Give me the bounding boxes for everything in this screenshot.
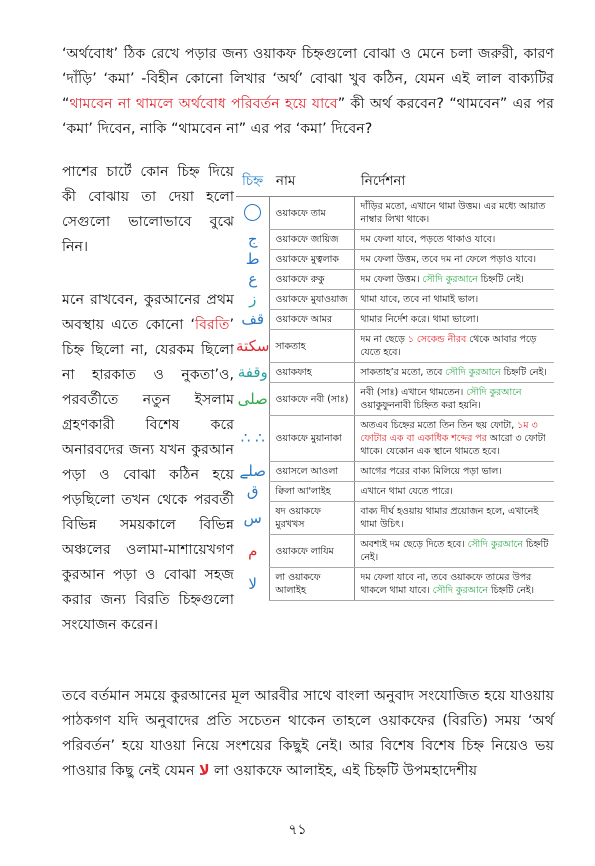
waqf-name: ওয়াকফে মুযাওয়াজ: [270, 290, 355, 310]
instruction-green: সৌদি কুরআনে: [467, 539, 523, 550]
waqf-instruction: [355, 270, 554, 290]
waqf-symbol-icon: صلى: [237, 389, 268, 408]
instruction-a: দম ফেলা উত্তম, তবে দম না ফেলে পড়াও যাবে।: [360, 254, 536, 265]
waqf-symbol-icon: صلے: [239, 462, 266, 480]
closing-paragraph: [62, 684, 554, 784]
waqf-instruction: [355, 462, 554, 482]
instruction-c: চিহ্নটি নেই।: [500, 367, 547, 378]
waqf-name: ওয়াকফে আমর: [270, 310, 355, 330]
waqf-symbol-icon: قف: [241, 310, 265, 328]
waqf-symbol-icon: س: [243, 508, 262, 527]
waqf-name: ওয়াসলে আওলা: [270, 462, 355, 482]
instruction-red: ১ সেকেন্ড নীরব: [407, 334, 467, 345]
table-row: [236, 535, 554, 568]
waqf-symbol-icon: م: [248, 541, 258, 560]
waqf-symbol-icon: ∴ ∴: [240, 429, 265, 447]
table-row: [236, 363, 554, 383]
table-row: [236, 290, 554, 310]
ayah-circle-icon: [244, 204, 261, 221]
history-highlight: বিরতি: [195, 317, 230, 333]
table-row: [236, 462, 554, 482]
waqf-symbol-icon: ز: [249, 290, 257, 308]
instruction-a: সাকতাহ’র মতো, তবে: [360, 367, 446, 378]
instruction-b: আরো ৩ ফোটা থাকে। যেকোন এক স্থানে থামতে হবে।: [360, 433, 546, 457]
waqf-symbol-table: [236, 166, 554, 601]
instruction-green: সৌদি কুরআনে: [445, 367, 501, 378]
waqf-name: ওয়াকফে লাযিম: [270, 535, 355, 568]
waqf-name: ওয়াকফে রুকু: [270, 270, 355, 290]
waqf-instruction: [355, 482, 554, 502]
waqf-name: ওয়াকফে মুত্বলাক: [270, 250, 355, 270]
instruction-a: বাক্য দীর্ঘ হওয়ায় থামার প্রয়োজন হলে, এখানেই থামা উচিৎ।: [360, 506, 539, 530]
waqf-instruction: [355, 250, 554, 270]
waqf-name: লা ওয়াকফে আলাইহ: [270, 568, 355, 601]
waqf-instruction: [355, 535, 554, 568]
table-row: [236, 250, 554, 270]
instruction-a: দম ফেলা যাবে না, তবে ওয়াকফে তামের উপর থাকলে থামা যাবে।: [360, 572, 532, 596]
waqf-symbol-icon: ط: [245, 250, 260, 268]
waqf-symbol-icon: ق: [246, 482, 259, 500]
waqf-name: ওয়াকফে জায়িজ: [270, 230, 355, 250]
instruction-a: নবী (সাঃ) এখানে থামতেন।: [360, 387, 467, 398]
intro-paragraph: [62, 42, 554, 142]
instruction-a: অবশ্যই দম ছেড়ে দিতে হবে।: [360, 539, 468, 550]
waqf-instruction: [355, 230, 554, 250]
history-text-b: ’ চিহ্ন ছিলো না, যেরকম ছিলো না হারকাত ও নুকতা’ও, পরবর্তীতে নতুন ইসলাম গ্রহণকারী বিশেষ করে অনারবদের জন্য যখন কুরআন পড়া ও বোঝা কঠিন হয়ে পড়ছিলো তখন থেকে পরবর্তী বিভিন্ন সময়কালে বিভিন্ন অঞ্চলের ওলামা-মাশায়েখগণ কুরআন পড়া ও বোঝা সহজ করার জন্য বিরতি চিহ্নগুলো সংযোজন করেন।: [62, 317, 234, 633]
intro-red-sentence: থামবেন না থামলে অর্থবোধ পরিবর্তন হয়ে যাবে: [69, 96, 338, 112]
history-text-a: মনে রাখবেন, কুরআনের প্রথম অবস্থায় এতে কোনো ‘: [62, 292, 234, 333]
waqf-name: ওয়াকফে নবী (সাঃ): [270, 383, 355, 416]
instruction-c: চিহ্নটি নেই।: [477, 274, 524, 285]
waqf-instruction: [355, 330, 554, 363]
waqf-instruction: [355, 416, 554, 462]
header-name: নাম: [270, 166, 355, 197]
la-mark: لا: [198, 763, 210, 779]
header-symbol: চিহ্ন: [236, 166, 270, 197]
table-row: [236, 502, 554, 535]
table-row: [236, 197, 554, 230]
instruction-a: থামা যাবে, তবে না থামাই ভাল।: [360, 294, 479, 305]
waqf-instruction: [355, 310, 554, 330]
instruction-a: দম ফেলা উত্তম।: [360, 274, 423, 285]
instruction-a: দাঁড়ির মতো, এখানে থামা উত্তম। এর মধ্যে আয়াত নাম্বার লিখা থাকে।: [360, 201, 546, 225]
instruction-a: দম না ছেড়ে: [360, 334, 408, 345]
waqf-name: ওয়াকফে তাম: [270, 197, 355, 230]
closing-text-b: লা ওয়াকফে আলাইহ, এই চিহ্নটি উপমহাদেশীয়: [209, 763, 478, 779]
table-row: [236, 416, 554, 462]
waqf-name: সাকতাহ: [270, 330, 355, 363]
table-row: [236, 230, 554, 250]
instruction-c: চিহ্নটি নেই।: [360, 539, 549, 563]
waqf-symbol-icon: سكتة: [236, 336, 270, 355]
table-row: [236, 270, 554, 290]
header-instruction: নির্দেশনা: [355, 166, 554, 197]
instruction-a: আগের পরের বাক্য মিলিয়ে পড়া ভাল।: [360, 466, 502, 477]
history-paragraph: [62, 288, 234, 638]
waqf-name: ওয়াকফে মুয়ানাকা: [270, 416, 355, 462]
instruction-red: ১ম ৩ ফোটার এক বা একাধিক শব্দের পর: [360, 420, 538, 444]
instruction-b: থেকে আবার পড়ে যেতে হবে।: [360, 334, 537, 358]
table-row: [236, 482, 554, 502]
page-number: ৭১: [288, 822, 307, 838]
waqf-instruction: [355, 502, 554, 535]
chart-instruction: [62, 160, 234, 260]
waqf-instruction: [355, 197, 554, 230]
table-row: [236, 310, 554, 330]
intro-text-a: ‘অর্থবোধ’ ঠিক রেখে পড়ার জন্য ওয়াকফ চিহ্নগুলো বোঝা ও মেনে চলা জরুরী, কারণ ‘দাঁড়ি’ ‘কমা’ -বিহীন কোনো লিখার ‘অর্থ’ বোঝা খুব কঠিন, যেমন এই লাল বাক্যটির “: [62, 46, 554, 112]
waqf-name: ক্বিলা আ'লাইহ: [270, 482, 355, 502]
instruction-c: চিহ্নটি নেই।: [487, 585, 535, 596]
waqf-symbol-icon: ج: [247, 230, 258, 248]
intro-text-b: ” কী অর্থ করবেন? “থামবেন” এর পর ‘কমা’ দিবেন, নাকি “থামবেন না” এর পর ‘কমা’ দিবেন?: [62, 96, 554, 137]
instruction-a: এখানে থামা যেতে পারে।: [360, 486, 453, 497]
chart-instruction-text: পাশের চার্টে কোন চিহ্ন দিয়ে কী বোঝায় তা দেয়া হলো সেগুলো ভালোভাবে বুঝে নিন।: [62, 164, 234, 255]
waqf-instruction: [355, 568, 554, 601]
instruction-a: থামার নির্দেশ করে। থামা ভালো।: [360, 314, 479, 325]
instruction-green: সৌদি কুরআনে: [432, 585, 488, 596]
instruction-a: অতএব চিহ্নের মতো তিন তিন ছয় ফোটা,: [360, 420, 518, 431]
waqf-name: ওয়াকফাহ: [270, 363, 355, 383]
instruction-c: ওয়াকুফুননাবী চিহ্নিত করা হয়নি।: [360, 400, 481, 411]
table-row: [236, 383, 554, 416]
table-row: [236, 330, 554, 363]
instruction-a: দম ফেলা যাবে, পড়তে থাকাও যাবে।: [360, 234, 496, 245]
instruction-green: সৌদি কুরআনে: [466, 387, 522, 398]
closing-text-a: তবে বর্তমান সময়ে কুরআনের মূল আরবীর সাথে বাংলা অনুবাদ সংযোজিত হয়ে যাওয়ায় পাঠকগণ যদি অনুবাদের প্রতি সচেতন থাকেন তাহলে ওয়াকফের (বিরতি) সময় ‘অর্থ পরিবর্তন’ হয়ে যাওয়া নিয়ে সংশয়ের কিছুই নেই। আর বিশেষ বিশেষ চিহ্ন নিয়েও ভয় পাওয়ার কিছু নেই যেমন: [62, 688, 554, 779]
waqf-instruction: [355, 363, 554, 383]
waqf-name: ষদ ওয়াকফে মুরখখস: [270, 502, 355, 535]
waqf-instruction: [355, 383, 554, 416]
table-header-row: [236, 166, 554, 197]
waqf-symbol-icon: [236, 197, 270, 230]
waqf-symbol-icon: وقفة: [237, 363, 268, 381]
waqf-symbol-icon: ع: [248, 270, 258, 288]
waqf-instruction: [355, 290, 554, 310]
waqf-symbol-icon: لا: [248, 574, 257, 593]
instruction-green: সৌদি কুরআনে: [422, 274, 478, 285]
table-row: [236, 568, 554, 601]
